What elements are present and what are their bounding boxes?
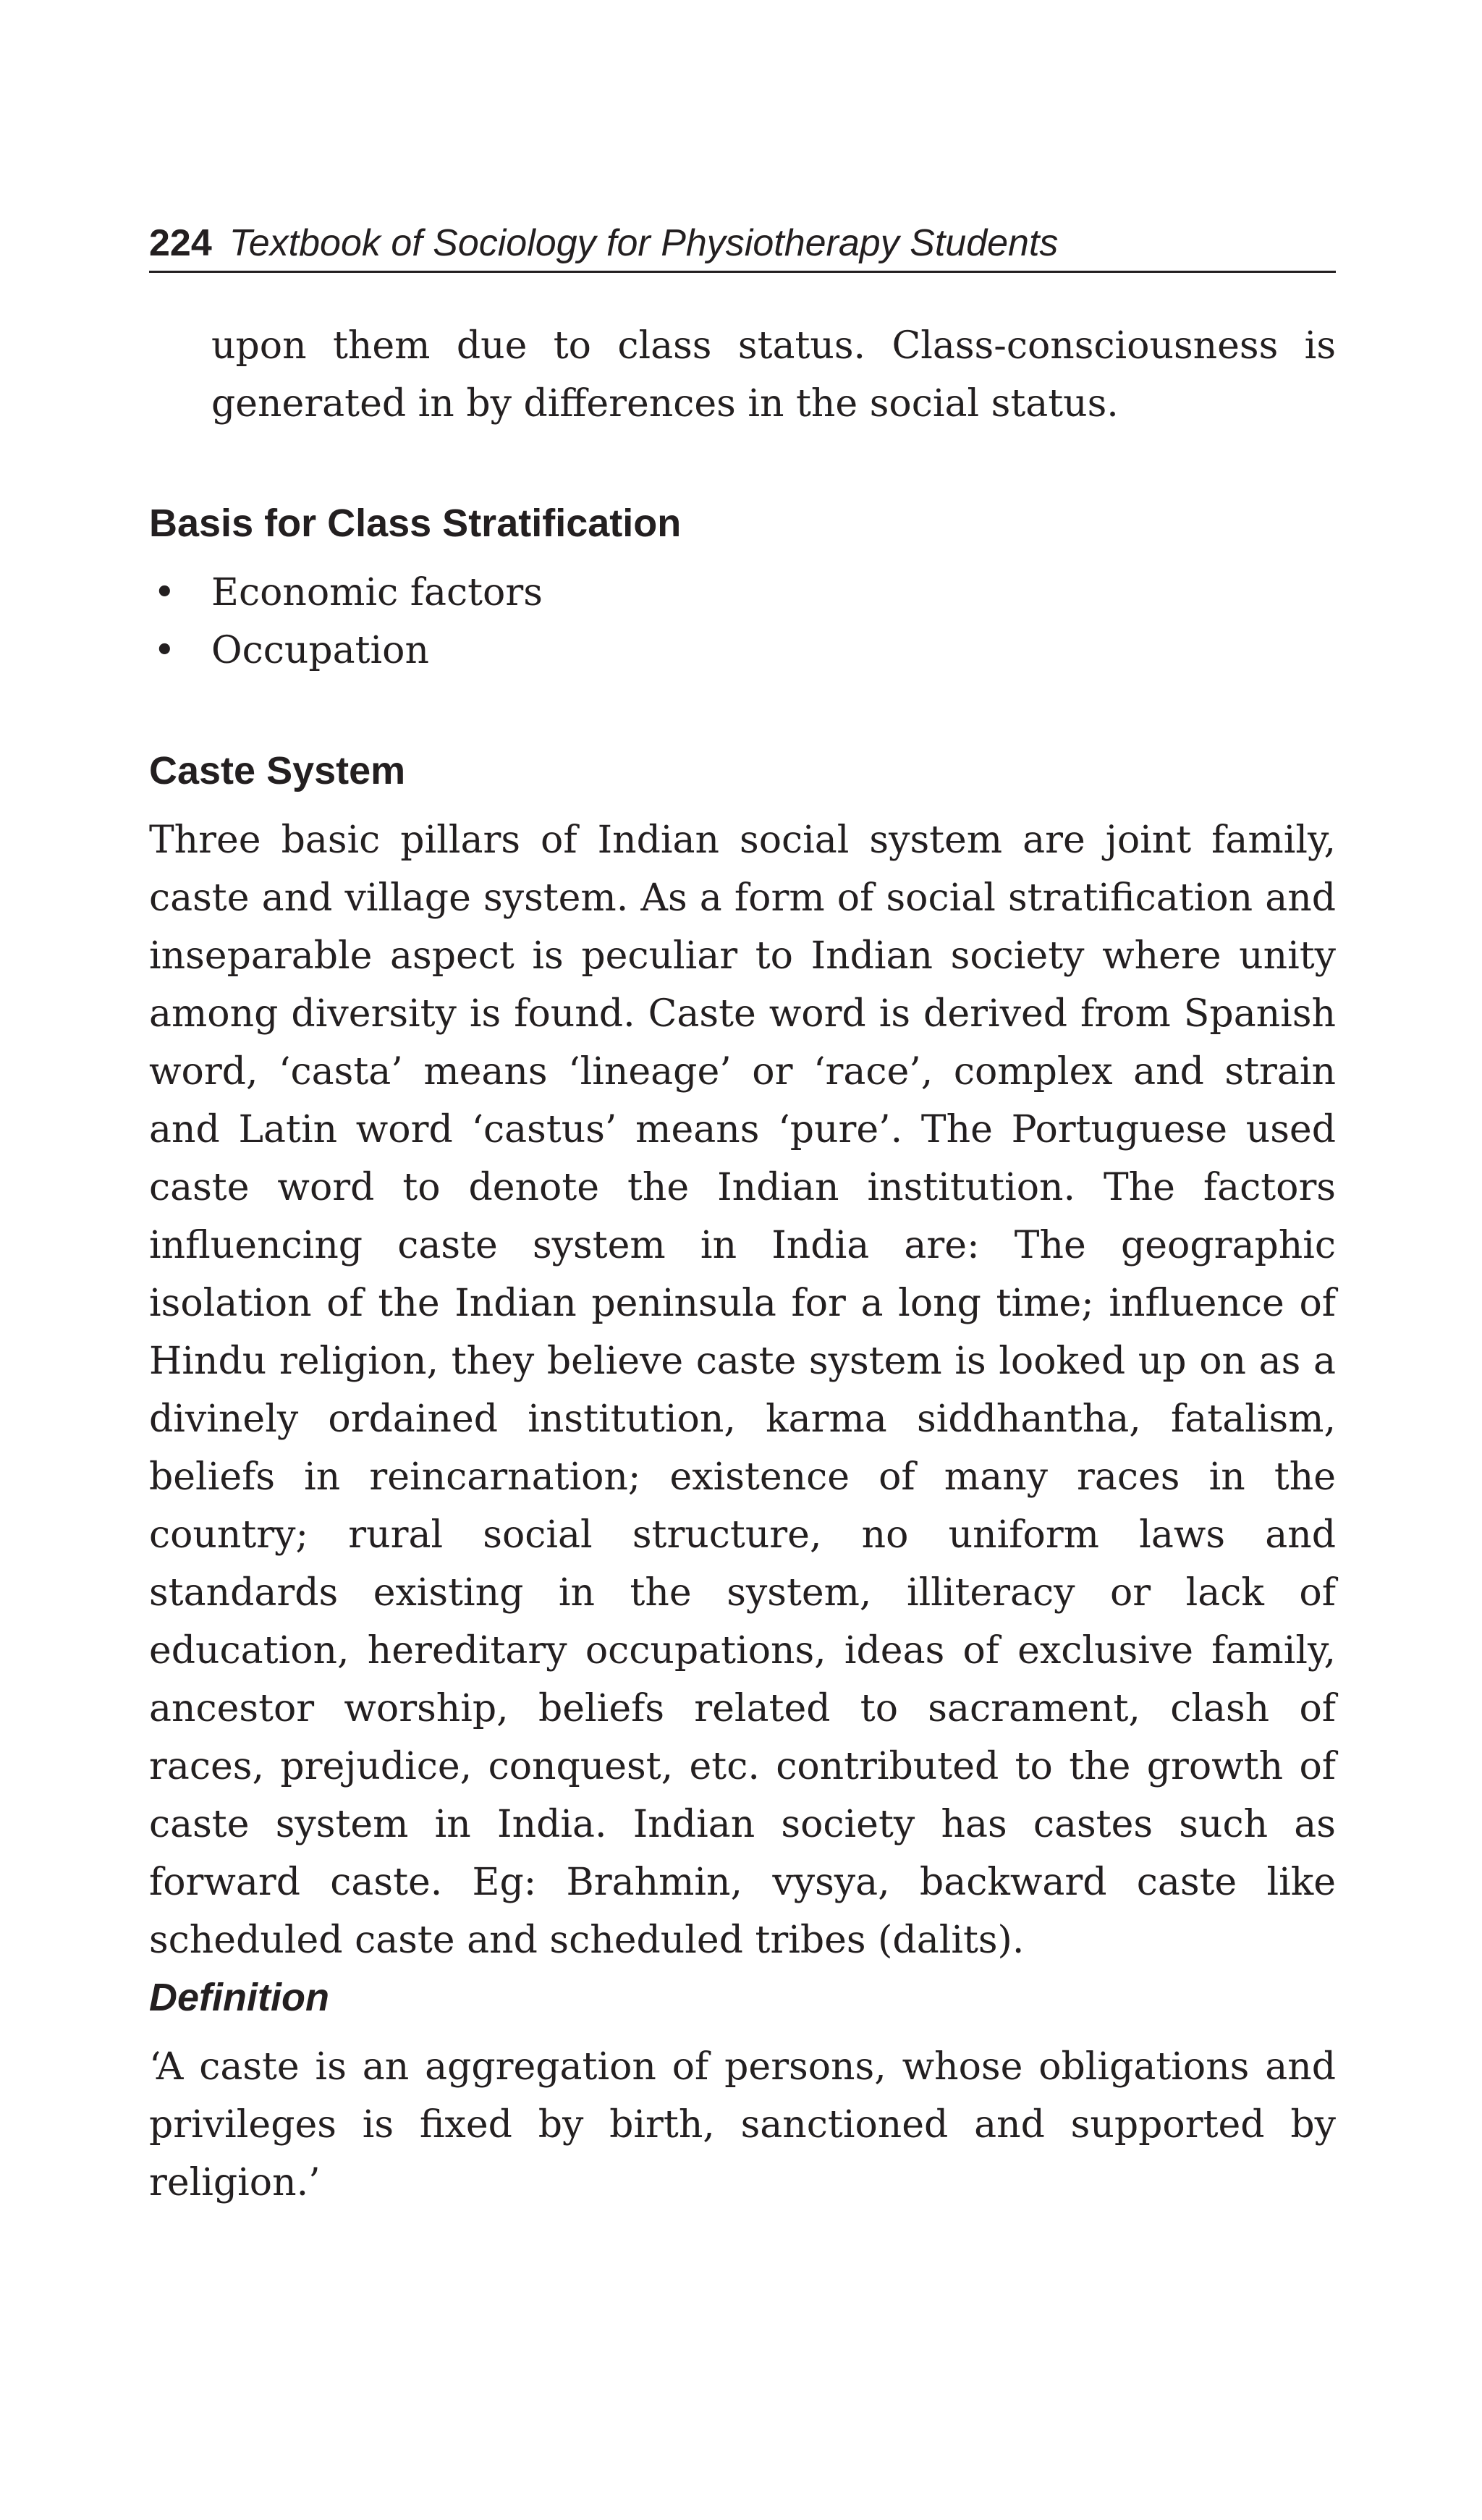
bullet-icon: • [153, 571, 176, 614]
page-number: 224 [149, 222, 212, 264]
list-item-text: Economic factors [211, 571, 543, 614]
list-item [149, 564, 1336, 622]
list-item-text: Occupation [211, 629, 429, 672]
list-item [149, 622, 1336, 680]
running-header [149, 216, 1336, 273]
book-title: Textbook of Sociology for Physiotherapy Students [229, 222, 1059, 264]
section-heading-caste-system: Caste System [149, 749, 406, 792]
definition-paragraph: ‘A caste is an aggregation of persons, whose obligations and privileges is fixed by birth, sanctioned and supported by religion.’ [149, 2045, 1336, 2204]
bullet-list [149, 564, 1336, 680]
subheading-definition: Definition [149, 1976, 329, 2019]
caste-system-paragraph: Three basic pillars of Indian social system are joint family, caste and village system. As a form of social stratification and inseparable aspect is peculiar to Indian society where unity among diversity is found. Caste word is derived from Spanish word, ‘casta’ means ‘lineage’ or ‘race’, complex and strain and Latin word ‘castus’ means ‘pure’. The Portuguese used caste word to denote the Indian institution. The factors influencing caste system in India are: The geographic isolation of the Indian peninsula for a long time; influence of Hindu religion, they believe caste system is looked up on as a divinely ordained institution, karma siddhantha, fatalism, beliefs in reincarnation; existence of many races in the country; rural social structure, no uniform laws and standards existing in the system, illiteracy or lack of education, hereditary occupations, ideas of exclusive family, ancestor worship, beliefs related to sacrament, clash of races, prejudice, conquest, etc. contributed to the growth of caste system in India. Indian society has castes such as forward caste. Eg: Brahmin, vysya, backward caste like scheduled caste and scheduled tribes (dalits). [149, 819, 1336, 1962]
bullet-icon: • [153, 629, 176, 672]
section-heading-class-stratification: Basis for Class Stratification [149, 502, 682, 545]
continued-paragraph: upon them due to class status. Class-consciousness is generated in by differences in the social status. [211, 324, 1336, 426]
